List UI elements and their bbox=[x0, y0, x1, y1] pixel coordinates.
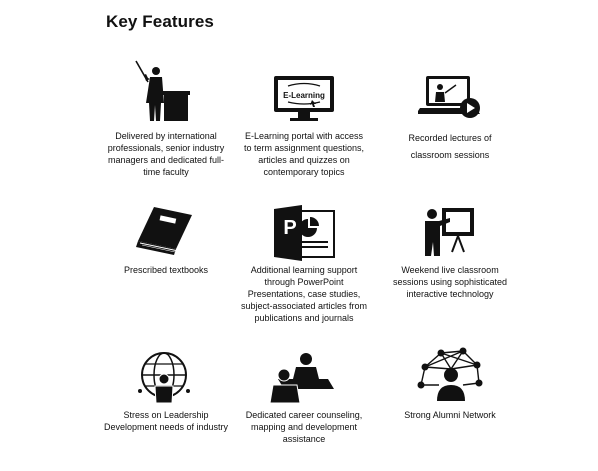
powerpoint-icon-letter: P bbox=[283, 217, 297, 239]
video-lecture-laptop-icon bbox=[418, 74, 482, 120]
presenter-board-icon bbox=[422, 206, 478, 258]
page-title: Key Features bbox=[106, 12, 214, 31]
feature-caption: Recorded lectures of classroom sessions bbox=[408, 133, 492, 160]
feature-powerpoint bbox=[234, 200, 374, 330]
feature-faculty bbox=[98, 52, 234, 192]
alumni-network-icon bbox=[417, 347, 483, 403]
feature-caption: Delivered by international professionals, senior industry managers and dedicated full- time faculty bbox=[107, 131, 225, 177]
lecturer-at-podium-icon bbox=[134, 57, 194, 127]
e-learning-icon-text: E-Learning bbox=[283, 91, 325, 100]
feature-caption: E-Learning portal with access to term assignment questions, articles and quizzes on contemporary topics bbox=[243, 131, 365, 177]
feature-caption: Stress on Leadership Development needs of industry bbox=[103, 410, 229, 432]
feature-career-counseling bbox=[234, 345, 374, 455]
feature-caption: Additional learning support through PowerPoint Presentations, case studies, subject-associated articles from publications and journals bbox=[240, 265, 368, 323]
counseling-meeting-icon bbox=[270, 349, 336, 403]
feature-alumni-network bbox=[385, 345, 515, 425]
textbook-icon bbox=[134, 205, 194, 257]
powerpoint-icon bbox=[272, 205, 336, 261]
leader-globe-icon bbox=[136, 349, 192, 405]
feature-caption: Weekend live classroom sessions using sophisticated interactive technology bbox=[392, 265, 508, 299]
feature-elearning bbox=[234, 52, 374, 192]
feature-recorded-lectures bbox=[385, 52, 515, 172]
feature-caption: Dedicated career counseling, mapping and development assistance bbox=[245, 410, 363, 444]
feature-textbooks bbox=[98, 200, 234, 280]
feature-caption: Strong Alumni Network bbox=[404, 410, 496, 420]
feature-leadership bbox=[98, 345, 234, 445]
feature-caption: Prescribed textbooks bbox=[123, 265, 209, 275]
feature-live-classroom bbox=[385, 200, 515, 310]
